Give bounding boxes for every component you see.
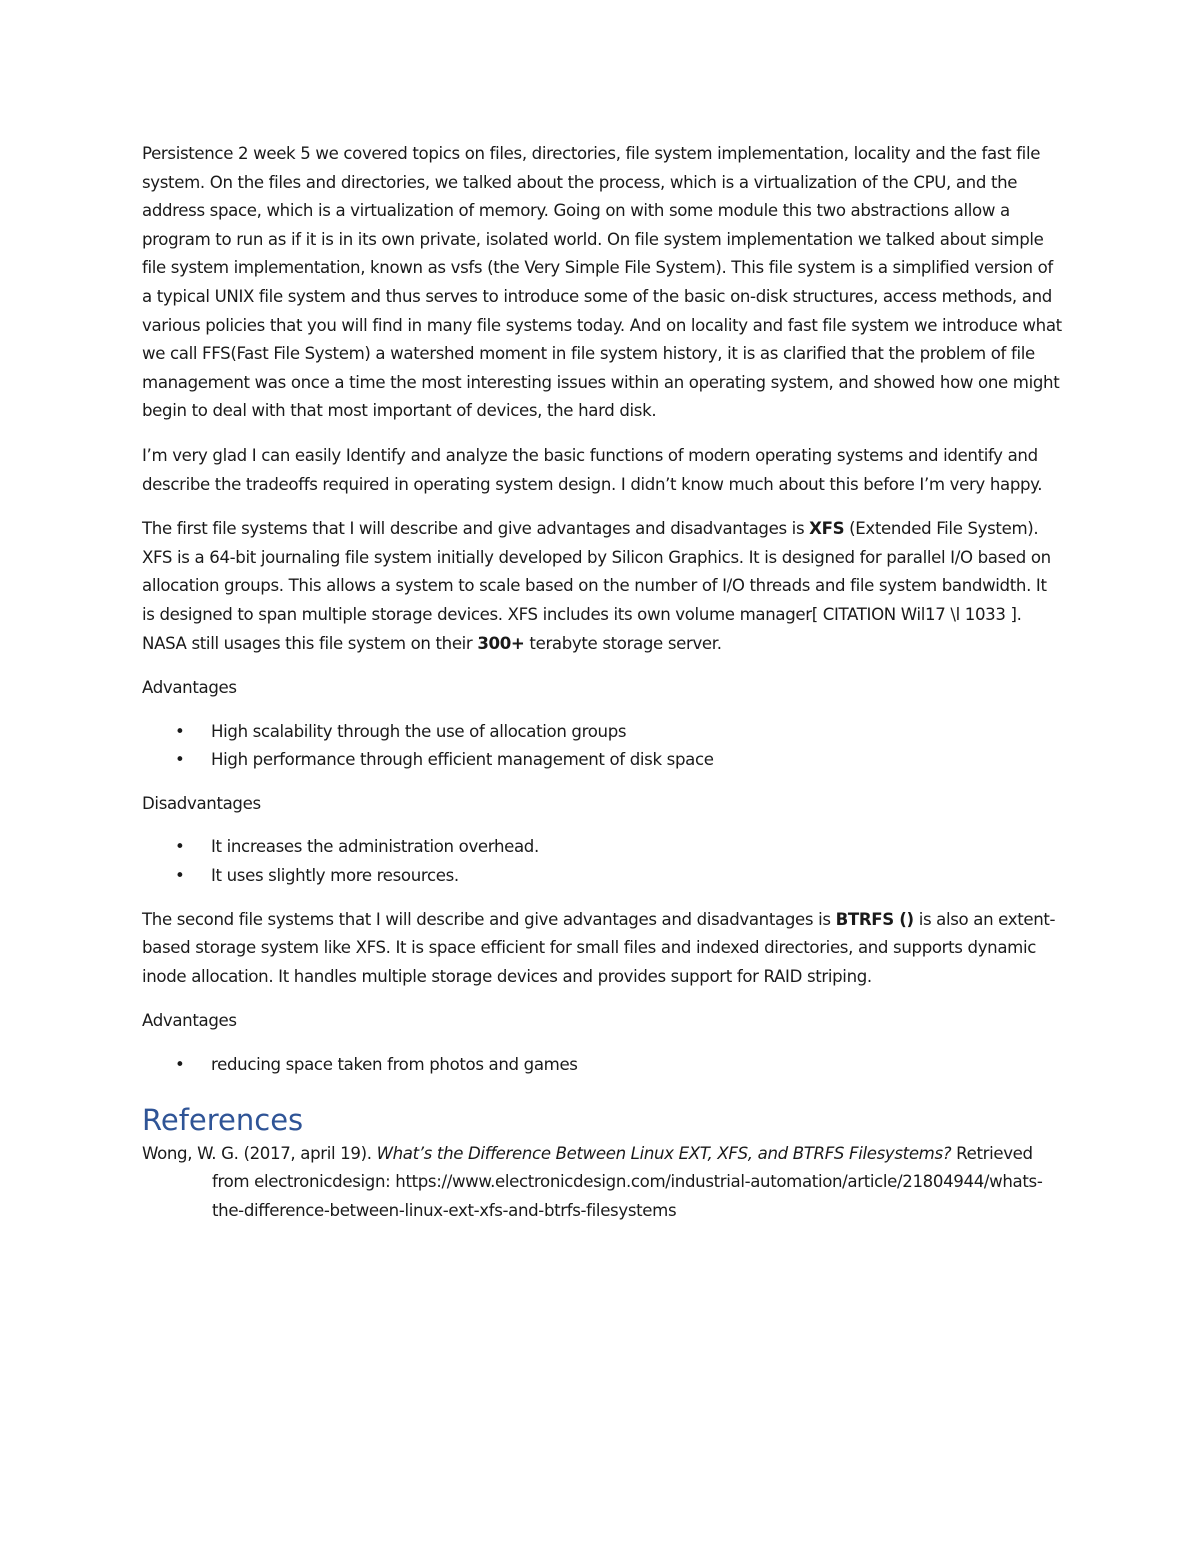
btrfs-text-end: is also an extent-based storage system like XFS. It is space efficient for small files and indexed directories, and supports dynamic inode allocation. It handles multiple storage devices and provides support for RAID striping. xyxy=(142,909,1056,986)
btrfs-advantages-list xyxy=(142,1051,1062,1080)
xfs-text-end: terabyte storage server. xyxy=(524,633,722,653)
reference-entry xyxy=(142,1140,1062,1226)
btrfs-text-start: The second file systems that I will describe and give advantages and disadvantages is xyxy=(142,909,836,929)
list-item xyxy=(142,718,1062,747)
list-item xyxy=(142,833,1062,862)
xfs-advantages-label: Advantages xyxy=(142,678,237,698)
list-item-text: It increases the administration overhead. xyxy=(211,837,539,857)
document-page xyxy=(142,140,1062,1225)
btrfs-bold-term: BTRFS () xyxy=(835,909,914,929)
intro-paragraph: Persistence 2 week 5 we covered topics on files, directories, file system implementation, locality and the fast file system. On the files and directories, we talked about the process, which is a virtualization of the CPU, and the address space, which is a virtualization of memory. Going on with some module this two abstractions allow a program to run as if it is in its own private, isolated world. On file system implementation we talked about simple file system implementation, known as vsfs (the Very Simple File System). This file system is a simplified version of a typical UNIX file system and thus serves to introduce some of the basic on-disk structures, access methods, and various policies that you will find in many file systems today. And on locality and fast file system we introduce what we call FFS(Fast File System) a watershed moment in file system history, it is as clarified that the problem of file management was once a time the most interesting issues within an operating system, and showed how one might begin to deal with that most important of devices, the hard disk. xyxy=(142,144,1062,421)
bullet-icon: • xyxy=(175,750,185,770)
xfs-text-start: The first file systems that I will describe and give advantages and disadvantages is xyxy=(142,519,810,539)
bullet-icon: • xyxy=(175,837,185,857)
reference-source: Retrieved from electronicdesign: https://www.electronicdesign.com/industrial-automation/article/21804944/whats-the-difference-between-linux-ext-xfs-and-btrfs-filesystems xyxy=(212,1143,1043,1220)
bullet-icon: • xyxy=(175,866,185,886)
xfs-paragraph xyxy=(142,515,1062,658)
xfs-text-middle: (Extended File System). XFS is a 64-bit journaling file system initially developed by Silicon Graphics. It is designed for parallel I/O based on allocation groups. This allows a system to scale based on the number of I/O threads and file system bandwidth. It is designed to span multiple storage devices. XFS includes its own volume manager[ CITATION Wil17 \l 1033 ]. NASA still usages this file system on their xyxy=(142,519,1051,653)
references-heading: References xyxy=(142,1102,304,1137)
xfs-disadvantages-label: Disadvantages xyxy=(142,793,261,813)
list-item xyxy=(142,862,1062,891)
reference-title: What’s the Difference Between Linux EXT, XFS, and BTRFS Filesystems? xyxy=(376,1143,952,1163)
list-item-text: It uses slightly more resources. xyxy=(211,866,459,886)
reference-author: Wong, W. G. (2017, april 19). xyxy=(142,1143,377,1163)
list-item xyxy=(142,1051,1062,1080)
list-item xyxy=(142,746,1062,775)
xfs-bold-term: XFS xyxy=(809,519,845,539)
list-item-text: High performance through efficient management of disk space xyxy=(211,750,714,770)
list-item-text: High scalability through the use of allocation groups xyxy=(211,721,627,741)
btrfs-paragraph xyxy=(142,906,1062,992)
btrfs-advantages-label: Advantages xyxy=(142,1011,237,1031)
bullet-icon: • xyxy=(175,1055,185,1075)
list-item-text: reducing space taken from photos and games xyxy=(211,1055,578,1075)
reflection-paragraph: I’m very glad I can easily Identify and analyze the basic functions of modern operating systems and identify and describe the tradeoffs required in operating system design. I didn’t know much about this before I’m very happy. xyxy=(142,445,1043,494)
xfs-advantages-list xyxy=(142,718,1062,775)
bullet-icon: • xyxy=(175,721,185,741)
xfs-disadvantages-list xyxy=(142,833,1062,890)
xfs-bold-capacity: 300+ xyxy=(477,633,525,653)
